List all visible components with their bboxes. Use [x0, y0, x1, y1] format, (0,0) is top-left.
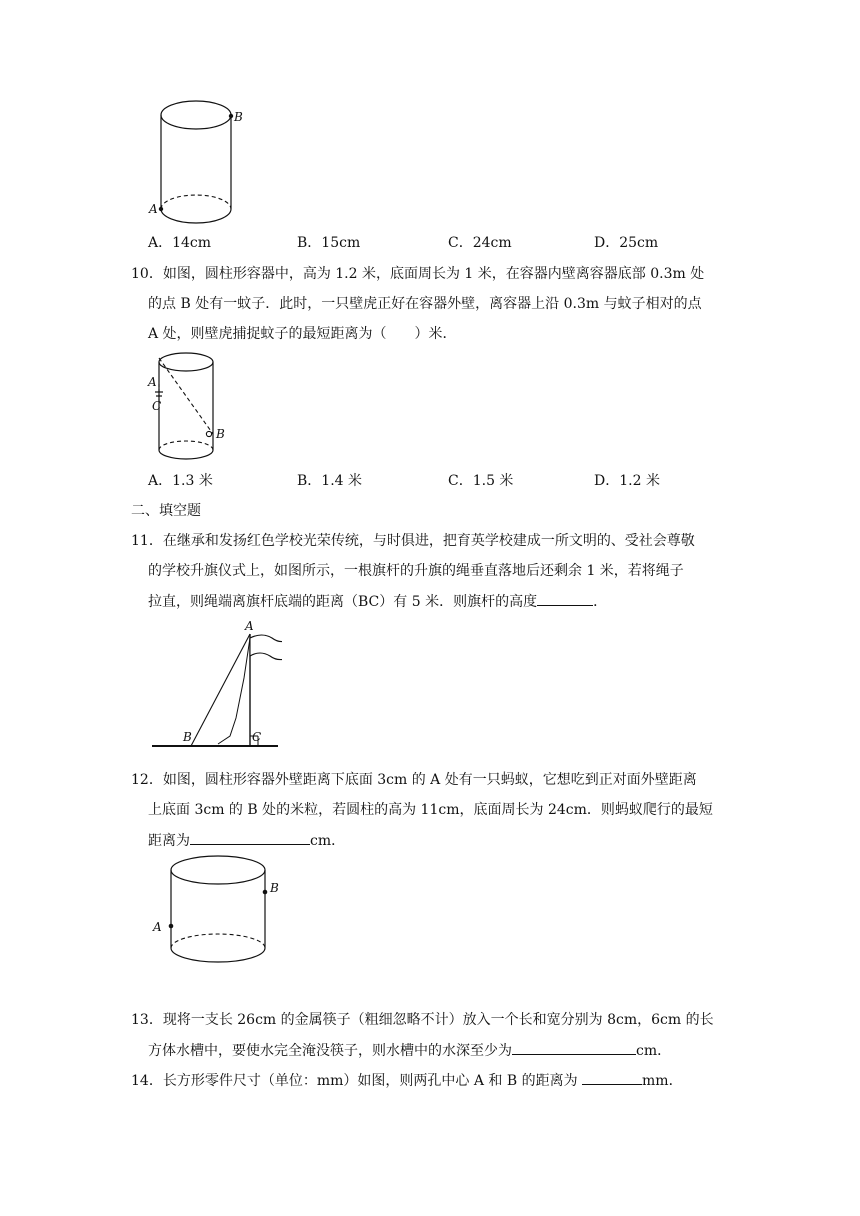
- q11-flagpole-figure: [150, 618, 282, 750]
- q9-option-c: C．24cm: [448, 235, 512, 251]
- q11-line3-text: 拉直，则绳端离旗杆底端的距离（BC）有 5 米．则旗杆的高度: [148, 594, 538, 610]
- q12-answer-blank[interactable]: [190, 830, 310, 845]
- q14-answer-blank[interactable]: [582, 1070, 642, 1085]
- q13-answer-blank[interactable]: [512, 1040, 636, 1055]
- q9-label-a: A: [149, 202, 158, 216]
- q12-line3-end: cm．: [310, 833, 346, 849]
- section-heading-fill-in: 二、填空题: [131, 503, 201, 519]
- q10-label-c: C: [152, 399, 162, 413]
- q10-label-a: A: [148, 375, 157, 389]
- q9-option-a: A．14cm: [148, 235, 212, 251]
- q12-label-a: A: [153, 920, 162, 934]
- q12-cylinder-figure: [146, 850, 296, 978]
- q11-text-line3: [148, 591, 607, 612]
- q10-option-d: D．1.2 米: [594, 473, 660, 489]
- q10-option-c: C．1.5 米: [448, 473, 514, 489]
- q12-text-line1: 12．如图，圆柱形容器外壁距离下底面 3cm 的 A 处有一只蚂蚁，它想吃到正对面外壁距离: [131, 772, 697, 788]
- q11-label-c: C: [252, 730, 262, 744]
- q10-cylinder-figure: [143, 348, 238, 466]
- q10-option-b: B．1.4 米: [297, 473, 363, 489]
- q10-text-line3: A 处，则壁虎捕捉蚊子的最短距离为（ ）米．: [148, 326, 457, 342]
- q9-option-d: D．25cm: [594, 235, 659, 251]
- q9-cylinder-figure: [140, 95, 260, 230]
- q9-label-b: B: [234, 110, 243, 124]
- q10-label-b: B: [216, 427, 225, 441]
- q14-text-line1: [131, 1070, 683, 1091]
- q12-text-line3: [148, 830, 345, 851]
- q10-option-a: A．1.3 米: [148, 473, 213, 489]
- q9-option-b: B．15cm: [297, 235, 361, 251]
- q14-line1-end: mm．: [642, 1073, 683, 1089]
- q13-line2-end: cm．: [636, 1043, 672, 1059]
- q13-line2-text: 方体水槽中，要使水完全淹没筷子，则水槽中的水深至少为: [148, 1043, 512, 1059]
- q10-text-line2: 的点 B 处有一蚊子．此时，一只壁虎正好在容器外壁，离容器上沿 0.3m 与蚊子相对的点: [148, 296, 702, 312]
- q12-text-line2: 上底面 3cm 的 B 处的米粒，若圆柱的高为 11cm，底面周长为 24cm．则蚂蚁爬行的最短: [148, 802, 713, 818]
- q14-line1-text: 14．长方形零件尺寸（单位：mm）如图，则两孔中心 A 和 B 的距离为: [131, 1073, 583, 1089]
- q13-text-line2: [148, 1040, 671, 1061]
- q11-line3-end: ．: [593, 594, 608, 610]
- q11-label-a: A: [245, 619, 254, 633]
- q11-text-line2: 的学校升旗仪式上，如图所示，一根旗杆的升旗的绳垂直落地后还剩余 1 米，若将绳子: [148, 563, 684, 579]
- q12-label-b: B: [270, 881, 279, 895]
- q11-text-line1: 11．在继承和发扬红色学校光荣传统，与时俱进，把育英学校建成一所文明的、受社会尊敬: [131, 533, 695, 549]
- q10-text-line1: 10．如图，圆柱形容器中，高为 1.2 米，底面周长为 1 米，在容器内壁离容器底部 0.3m 处: [131, 266, 705, 282]
- q13-text-line1: 13．现将一支长 26cm 的金属筷子（粗细忽略不计）放入一个长和宽分别为 8cm，6cm 的长: [131, 1012, 714, 1028]
- q11-answer-blank[interactable]: [537, 591, 593, 606]
- q12-line3-text: 距离为: [148, 833, 190, 849]
- q11-label-b: B: [183, 730, 192, 744]
